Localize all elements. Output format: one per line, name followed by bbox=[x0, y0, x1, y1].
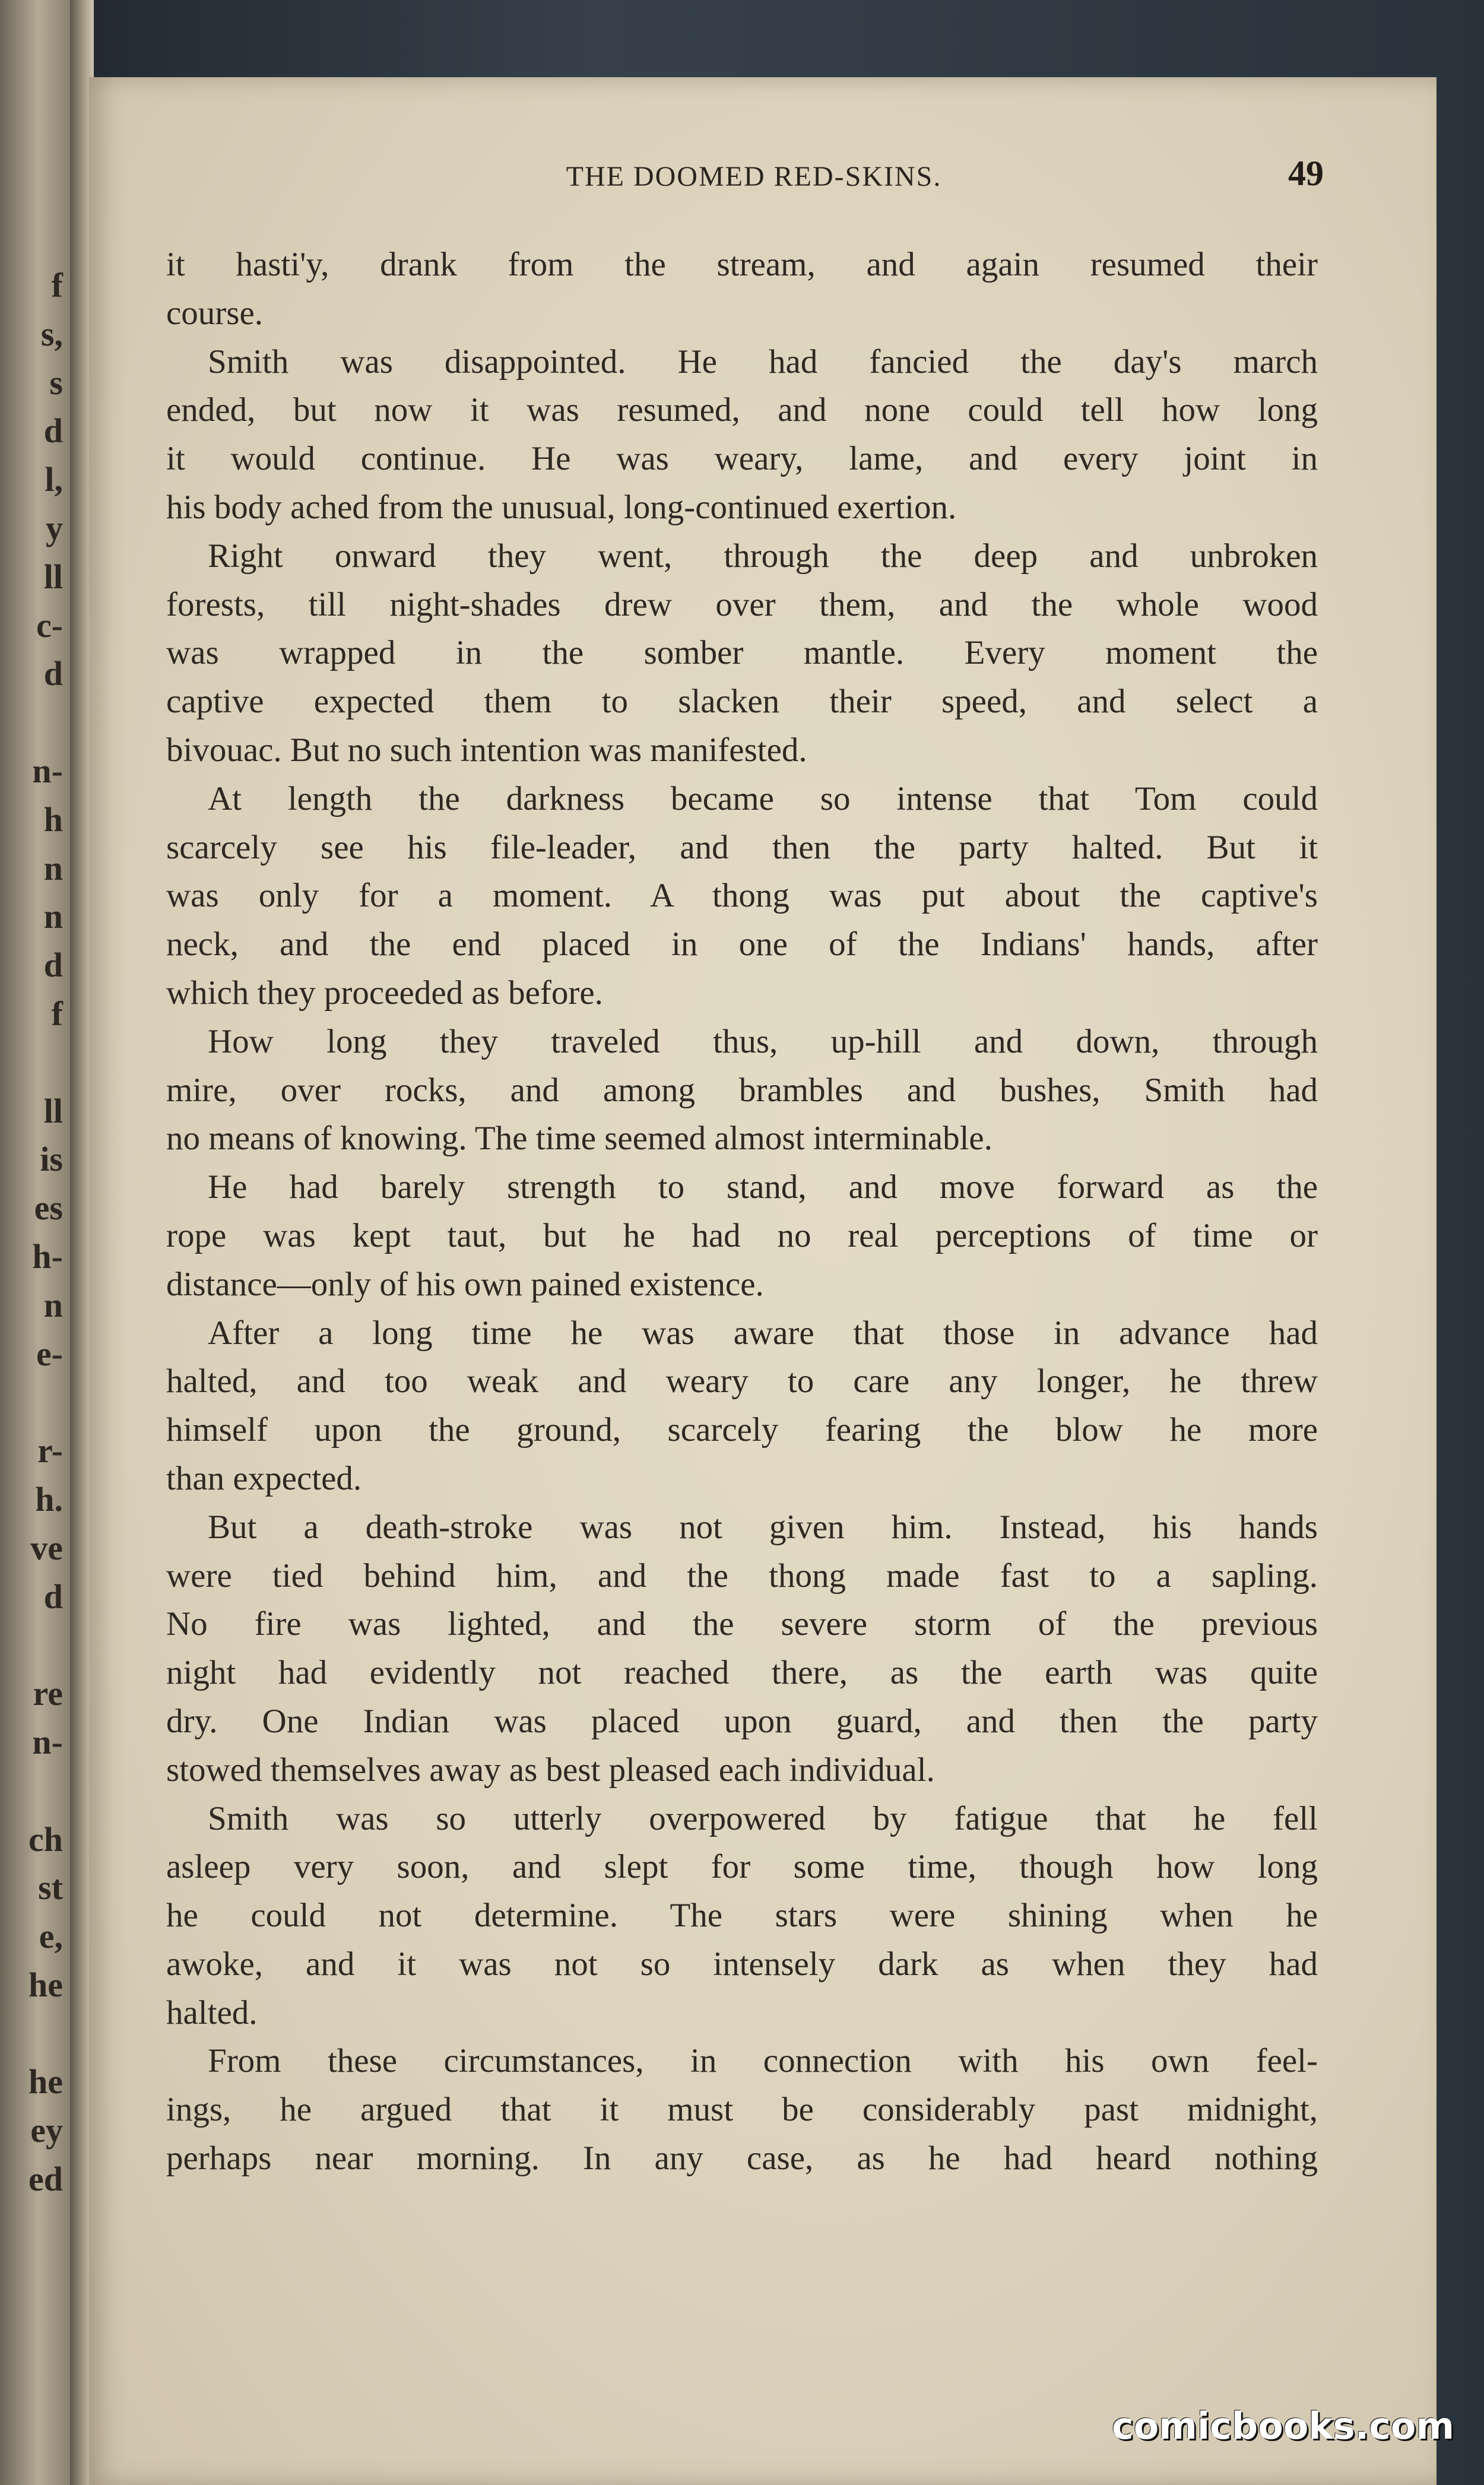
previous-page-fragment: st bbox=[38, 1868, 63, 1907]
previous-page-fragment: d bbox=[43, 1577, 63, 1616]
text-line: Smith was so utterly overpowered by fatigue that he fell bbox=[208, 1799, 1318, 1837]
previous-page-fragment: f bbox=[51, 266, 63, 305]
text-line: stowed themselves away as best pleased each individual. bbox=[166, 1751, 935, 1789]
previous-page-fragment bbox=[4, 698, 63, 747]
text-line: Right onward they went, through the deep and unbroken bbox=[208, 537, 1318, 575]
previous-page-text-fragments bbox=[4, 261, 63, 2204]
previous-page-fragment: n bbox=[43, 897, 63, 936]
text-line: course. bbox=[166, 294, 264, 332]
text-line: which they proceeded as before. bbox=[166, 974, 603, 1012]
previous-page-fragment bbox=[4, 1038, 63, 1087]
page-number: 49 bbox=[1288, 154, 1324, 193]
text-line: his body ached from the unusual, long-continued exertion. bbox=[166, 488, 957, 526]
text-line: neck, and the end placed in one of the Indians' hands, after bbox=[166, 925, 1318, 963]
previous-page-fragment: ed bbox=[28, 2160, 63, 2199]
previous-page-fragment: l, bbox=[45, 460, 63, 499]
book-page bbox=[89, 77, 1437, 2485]
previous-page-fragment: y bbox=[46, 508, 63, 547]
text-line: From these circumstances, in connection with his own feel- bbox=[208, 2042, 1318, 2080]
previous-page-fragment: ey bbox=[30, 2111, 63, 2150]
text-line: awoke, and it was not so intensely dark as when they had bbox=[166, 1945, 1318, 1983]
text-line: At length the darkness became so intense that Tom could bbox=[208, 779, 1318, 817]
previous-page-fragment: d bbox=[43, 654, 63, 693]
previous-page-fragment: h- bbox=[32, 1237, 63, 1276]
text-line: rope was kept taut, but he had no real perceptions of time or bbox=[166, 1216, 1318, 1254]
previous-page-fragment: h bbox=[43, 800, 63, 839]
previous-page-fragment bbox=[4, 1767, 63, 1815]
previous-page-fragment bbox=[4, 1378, 63, 1427]
body-text bbox=[166, 240, 1318, 2183]
previous-page-fragment: e, bbox=[39, 1917, 63, 1956]
previous-page-fragment: ve bbox=[30, 1528, 63, 1567]
text-line: halted. bbox=[166, 1993, 258, 2031]
text-line: asleep very soon, and slept for some time, though how long bbox=[166, 1848, 1318, 1886]
text-line: ended, but now it was resumed, and none could tell how long bbox=[166, 391, 1318, 429]
text-line: perhaps near morning. In any case, as he had heard nothing bbox=[166, 2139, 1318, 2177]
previous-page-fragment: d bbox=[43, 946, 63, 985]
text-line: than expected. bbox=[166, 1459, 362, 1497]
previous-page-fragment: e- bbox=[36, 1334, 63, 1373]
previous-page-fragment: s bbox=[49, 363, 63, 402]
text-line: was only for a moment. A thong was put about the captive's bbox=[166, 877, 1318, 915]
text-line: night had evidently not reached there, as the earth was quite bbox=[166, 1654, 1318, 1692]
text-line: was wrapped in the somber mantle. Every moment the bbox=[166, 634, 1318, 672]
previous-page-fragment: re bbox=[33, 1674, 63, 1713]
previous-page-fragment: n- bbox=[32, 1722, 63, 1761]
previous-page-fragment: n bbox=[43, 848, 63, 888]
previous-page-fragment: h. bbox=[35, 1479, 63, 1519]
text-line: How long they traveled thus, up-hill and down, through bbox=[208, 1022, 1318, 1060]
text-line: distance—only of his own pained existence. bbox=[166, 1265, 764, 1303]
text-line: were tied behind him, and the thong made fast to a sapling. bbox=[166, 1557, 1318, 1595]
text-line: bivouac. But no such intention was manifested. bbox=[166, 731, 807, 769]
text-line: He had barely strength to stand, and move forward as the bbox=[208, 1168, 1318, 1206]
text-line: no means of knowing. The time seemed almost interminable. bbox=[166, 1120, 992, 1158]
previous-page-fragment: r- bbox=[37, 1431, 63, 1470]
text-line: forests, till night-shades drew over them, and the whole wood bbox=[166, 585, 1318, 623]
text-line: But a death-stroke was not given him. Instead, his hands bbox=[208, 1508, 1318, 1546]
running-title: THE DOOMED RED-SKINS. bbox=[566, 161, 942, 192]
previous-page-fragment: es bbox=[34, 1188, 63, 1228]
text-line: ings, he argued that it must be considerably past midnight, bbox=[166, 2091, 1318, 2129]
text-line: scarcely see his file-leader, and then the party halted. But it bbox=[166, 828, 1318, 866]
text-line: mire, over rocks, and among brambles and bushes, Smith had bbox=[166, 1071, 1318, 1109]
text-line: No fire was lighted, and the severe storm of the previous bbox=[166, 1605, 1318, 1643]
text-line: captive expected them to slacken their speed, and select a bbox=[166, 683, 1318, 721]
text-line: it hasti'y, drank from the stream, and again resumed their bbox=[166, 246, 1318, 283]
previous-page-fragment: is bbox=[40, 1140, 63, 1179]
text-line: himself upon the ground, scarcely fearing the blow he more bbox=[166, 1411, 1318, 1449]
previous-page-fragment bbox=[4, 2009, 63, 2058]
previous-page-edge bbox=[0, 0, 70, 2485]
text-line: After a long time he was aware that those in advance had bbox=[208, 1314, 1318, 1352]
text-line: dry. One Indian was placed upon guard, and then the party bbox=[166, 1702, 1318, 1740]
previous-page-fragment: n bbox=[43, 1285, 63, 1324]
previous-page-fragment: f bbox=[51, 994, 63, 1033]
previous-page-fragment: ch bbox=[28, 1820, 63, 1859]
previous-page-fragment: ll bbox=[43, 557, 63, 596]
previous-page-fragment: n- bbox=[32, 751, 63, 790]
site-watermark: comicbooks.com bbox=[1111, 2404, 1454, 2448]
text-line: Smith was disappointed. He had fancied the day's march bbox=[208, 343, 1318, 381]
page-header bbox=[89, 148, 1437, 202]
previous-page-fragment bbox=[4, 1621, 63, 1669]
previous-page-fragment: ll bbox=[43, 1091, 63, 1130]
previous-page-fragment: he bbox=[28, 2062, 63, 2102]
previous-page-fragment: he bbox=[28, 1965, 63, 2004]
text-line: halted, and too weak and weary to care any longer, he threw bbox=[166, 1362, 1318, 1400]
previous-page-fragment: c- bbox=[36, 606, 63, 645]
previous-page-fragment: s, bbox=[40, 314, 63, 353]
text-line: he could not determine. The stars were shining when he bbox=[166, 1897, 1318, 1935]
previous-page-fragment: d bbox=[43, 411, 63, 451]
text-line: it would continue. He was weary, lame, and every joint in bbox=[166, 440, 1318, 478]
